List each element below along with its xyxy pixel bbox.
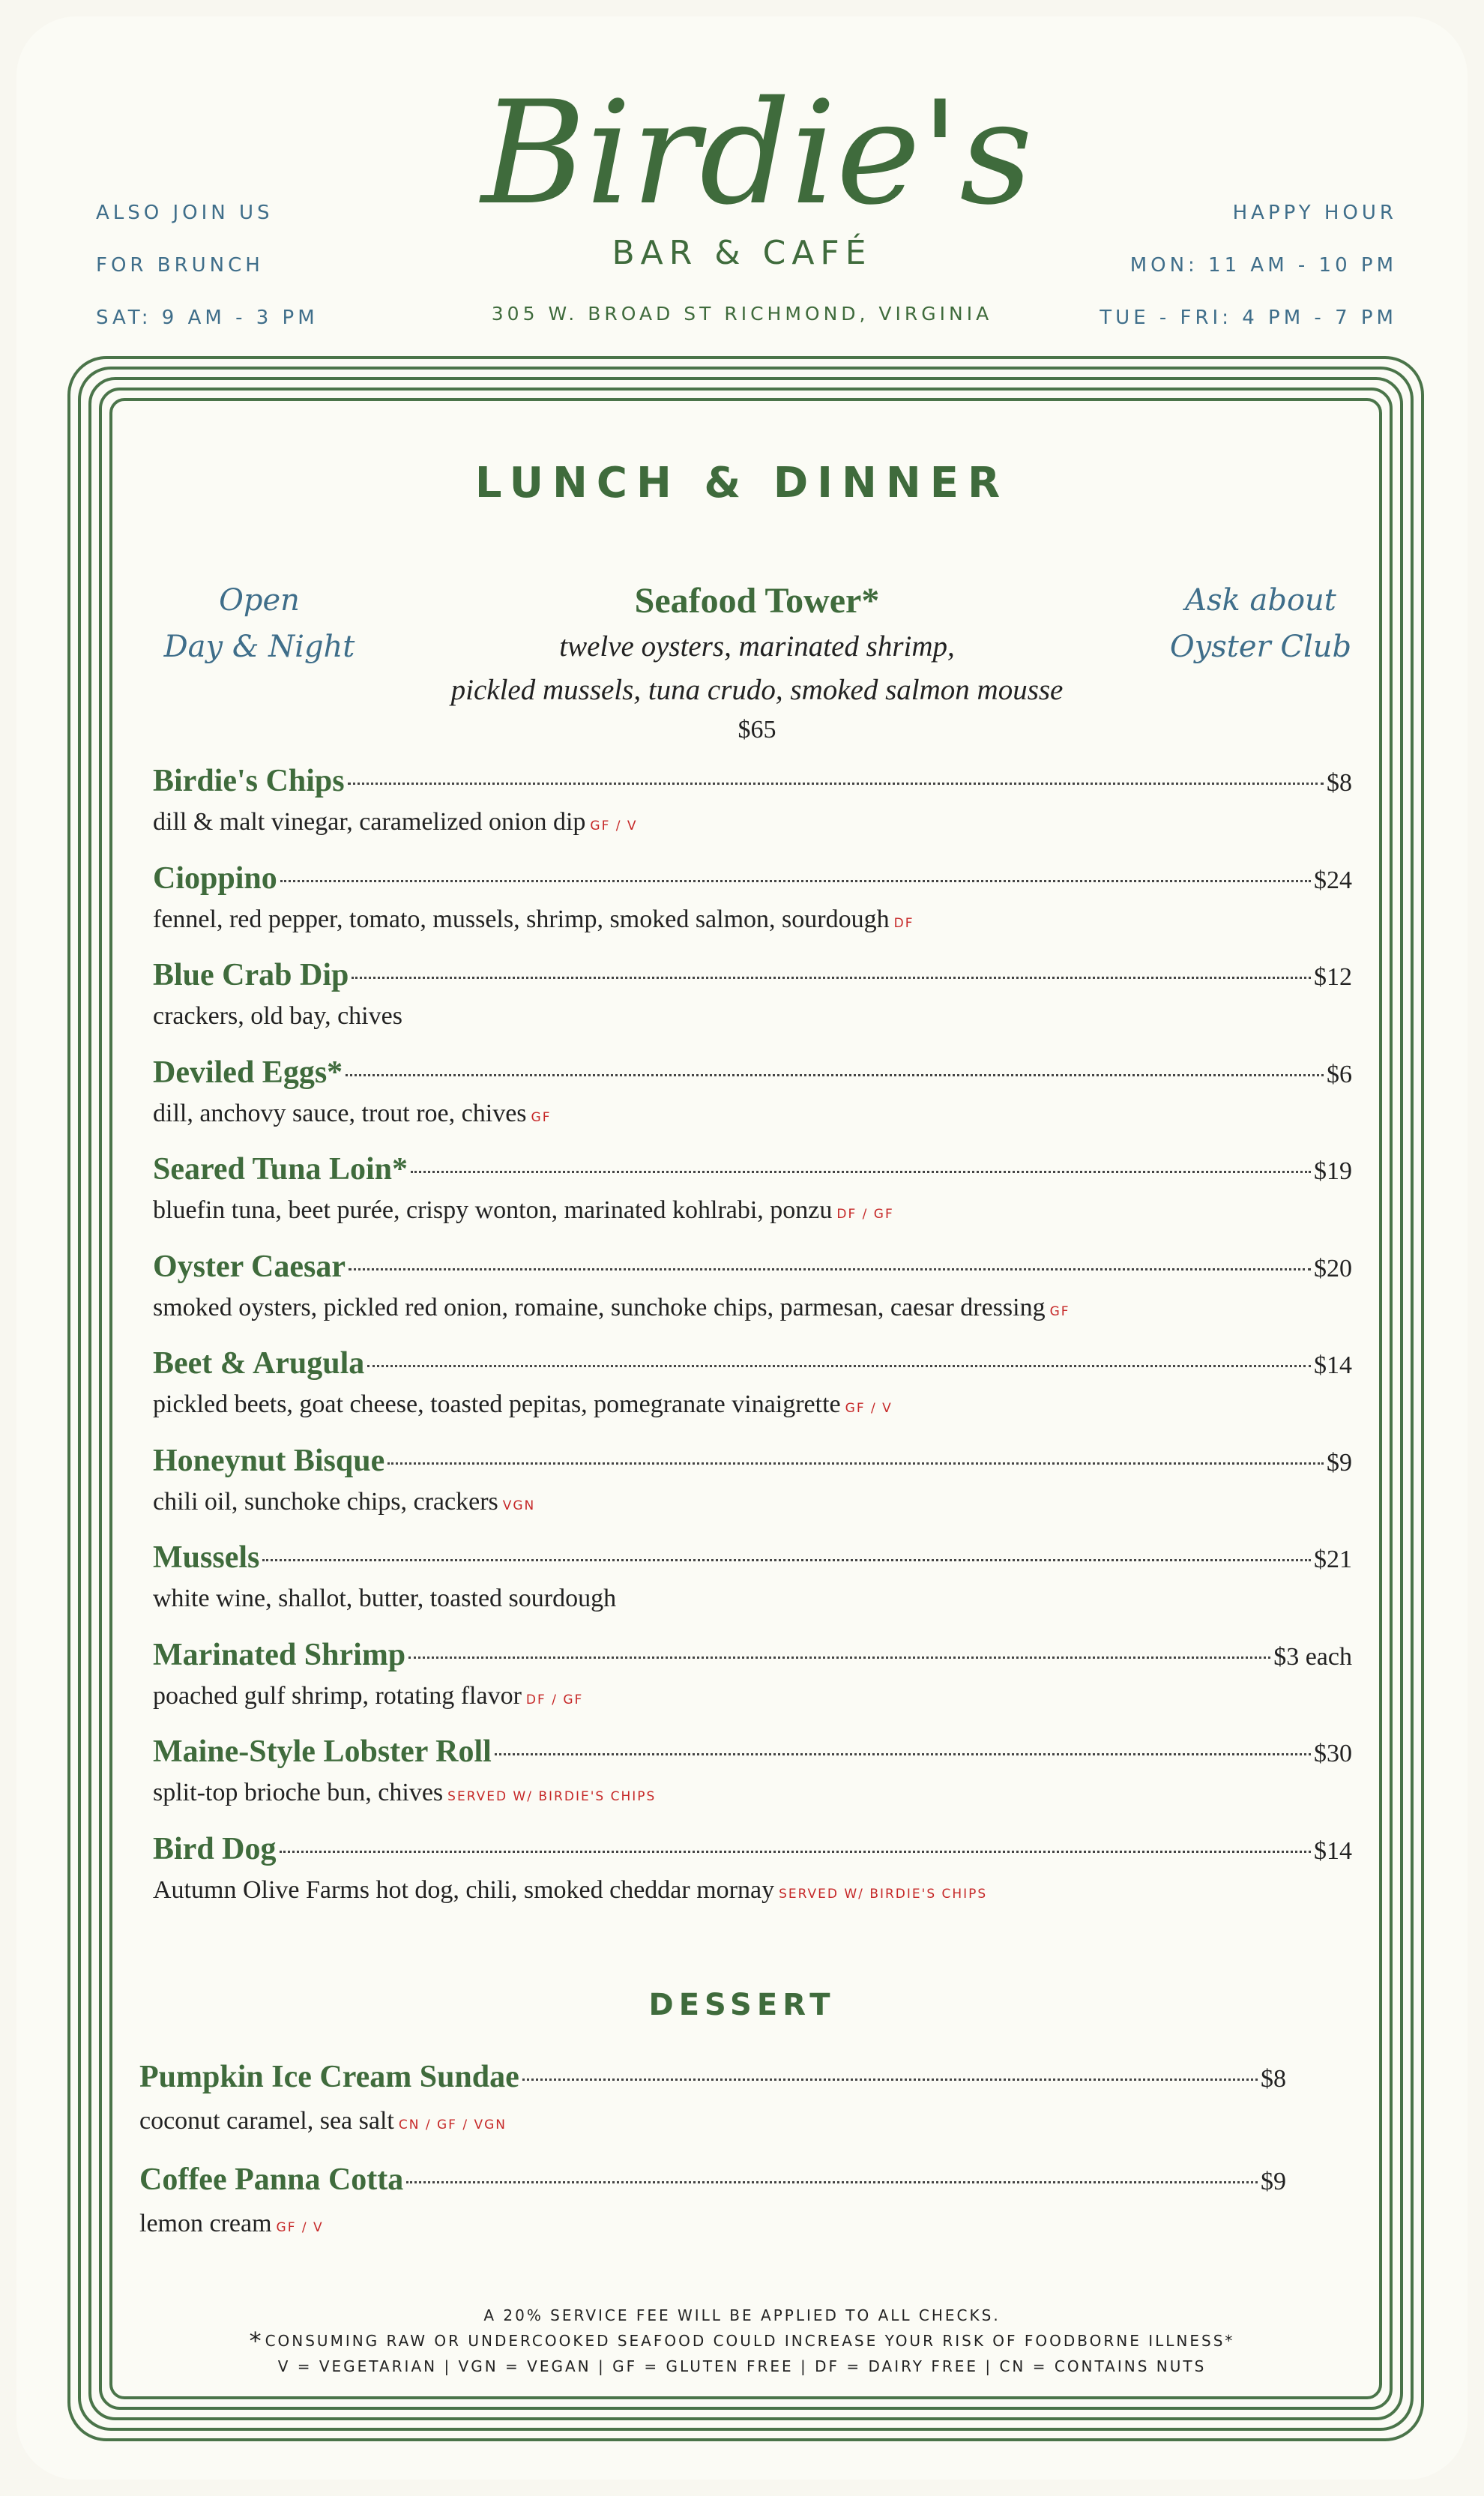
item-name: Deviled Eggs* (153, 1055, 343, 1090)
diet-tag: SERVED W/ BIRDIE'S CHIPS (447, 1789, 657, 1804)
diet-legend: V = VEGETARIAN | VGN = VEGAN | GF = GLUTEN FREE | DF = DAIRY FREE | CN = CONTAINS NUTS (277, 2357, 1207, 2375)
dessert-item (139, 2059, 1286, 2142)
dot-leader (280, 880, 1311, 882)
item-desc: dill & malt vinegar, caramelized onion dip (153, 808, 586, 836)
tower-desc: pickled mussels, tuna crudo, smoked salmon mousse (450, 674, 1064, 706)
asterisk: * (249, 2327, 264, 2355)
item-price: $30 (1314, 1740, 1352, 1767)
menu-item (153, 1734, 1352, 1814)
item-desc: white wine, shallot, butter, toasted sourdough (153, 1585, 617, 1612)
diet-tag: CN / GF / VGN (398, 2117, 507, 2132)
lunch-dinner-title: LUNCH & DINNER (474, 459, 1010, 507)
item-name: Blue Crab Dip (153, 958, 349, 992)
item-name: Honeynut Bisque (153, 1444, 385, 1478)
item-name: Oyster Caesar (153, 1249, 346, 1284)
diet-tag: DF / GF (836, 1207, 894, 1222)
item-desc: Autumn Olive Farms hot dog, chili, smoked cheddar mornay (153, 1876, 775, 1904)
brand-address: 305 W. BROAD ST RICHMOND, VIRGINIA (491, 303, 993, 325)
item-name: Seared Tuna Loin* (153, 1152, 408, 1187)
dot-leader (348, 783, 1324, 785)
dot-leader (349, 1268, 1311, 1270)
item-desc: poached gulf shrimp, rotating flavor (153, 1682, 522, 1710)
dot-leader (406, 2181, 1258, 2183)
brand-subtitle: BAR & CAFÉ (612, 234, 872, 272)
item-price: $9 (1327, 1449, 1352, 1477)
item-desc: smoked oysters, pickled red onion, romaine, sunchoke chips, parmesan, caesar dressing (153, 1294, 1046, 1321)
item-price: $19 (1314, 1157, 1352, 1185)
dot-leader (522, 2079, 1258, 2081)
item-name: Mussels (153, 1540, 260, 1575)
dot-leader (411, 1171, 1311, 1173)
happy-hour-info (1100, 198, 1397, 355)
menu-item (153, 1637, 1352, 1717)
warning-text: CONSUMING RAW OR UNDERCOOKED SEAFOOD COULD INCREASE YOUR RISK OF FOODBORNE ILLNESS* (265, 2332, 1235, 2350)
item-price: $9 (1261, 2168, 1286, 2195)
item-desc: coconut caramel, sea salt (139, 2107, 394, 2135)
item-price: $24 (1314, 866, 1352, 894)
menu-item (153, 1345, 1352, 1426)
raw-seafood-warning (0, 2328, 1484, 2354)
diet-tag: VGN (502, 1498, 536, 1513)
menu-item (153, 1249, 1352, 1329)
item-price: $21 (1314, 1546, 1352, 1573)
open-day-night-note (147, 577, 372, 670)
item-price: $20 (1314, 1255, 1352, 1282)
birdies-logo (435, 60, 1079, 240)
diet-tag: GF / V (845, 1401, 893, 1416)
item-name: Coffee Panna Cotta (139, 2162, 404, 2197)
service-fee-note: A 20% SERVICE FEE WILL BE APPLIED TO ALL CHECKS. (483, 2306, 1001, 2324)
menu-item (153, 1540, 1352, 1620)
item-name: Maine-Style Lobster Roll (153, 1734, 492, 1769)
seafood-tower (360, 577, 1154, 748)
menu-item (153, 1831, 1352, 1911)
dot-leader (280, 1851, 1311, 1853)
brunch-hours: SAT: 9 AM - 3 PM (96, 307, 319, 329)
dot-leader (262, 1559, 1311, 1561)
brunch-line: ALSO JOIN US (96, 202, 274, 224)
item-price: $3 each (1273, 1643, 1352, 1671)
menu-item (153, 1055, 1352, 1135)
dot-leader (387, 1462, 1324, 1465)
item-name: Cioppino (153, 861, 277, 896)
item-price: $6 (1327, 1061, 1352, 1088)
tower-desc: twelve oysters, marinated shrimp, (559, 630, 955, 663)
script-line: Oyster Club (1169, 630, 1352, 664)
item-price: $8 (1327, 769, 1352, 797)
menu-item (153, 1151, 1352, 1232)
dessert-item (139, 2162, 1286, 2245)
item-price: $14 (1314, 1837, 1352, 1865)
dot-leader (408, 1657, 1270, 1659)
dot-leader (495, 1753, 1311, 1755)
script-line: Day & Night (163, 630, 355, 664)
diet-tag: GF / V (276, 2220, 324, 2235)
item-name: Marinated Shrimp (153, 1638, 406, 1672)
item-desc: chili oil, sunchoke chips, crackers (153, 1488, 498, 1516)
menu-item (153, 763, 1352, 843)
dot-leader (346, 1074, 1324, 1076)
item-desc: fennel, red pepper, tomato, mussels, shrimp, smoked salmon, sourdough (153, 905, 890, 933)
item-name: Pumpkin Ice Cream Sundae (139, 2060, 519, 2094)
tower-price: $65 (738, 716, 776, 744)
happy-hour-title: HAPPY HOUR (1232, 202, 1397, 224)
menu-item (153, 860, 1352, 941)
diet-tag: GF / V (590, 819, 638, 833)
item-desc: pickled beets, goat cheese, toasted pepitas, pomegranate vinaigrette (153, 1390, 841, 1418)
item-desc: split-top brioche bun, chives (153, 1779, 444, 1806)
menu-item (153, 957, 1352, 1037)
dessert-title: DESSERT (648, 1988, 836, 2022)
item-price: $12 (1314, 963, 1352, 991)
oyster-club-note (1148, 577, 1373, 670)
diet-tag: DF / GF (525, 1692, 584, 1707)
item-desc: crackers, old bay, chives (153, 1002, 402, 1030)
diet-tag: SERVED W/ BIRDIE'S CHIPS (779, 1887, 988, 1902)
diet-tag: DF (893, 916, 914, 931)
diet-tag: GF (531, 1110, 552, 1125)
happy-hour-line: MON: 11 AM - 10 PM (1129, 254, 1397, 277)
tower-name: Seafood Tower* (634, 581, 880, 621)
item-desc: bluefin tuna, beet purée, crispy wonton, marinated kohlrabi, ponzu (153, 1196, 833, 1224)
dot-leader (367, 1365, 1311, 1367)
item-price: $8 (1261, 2065, 1286, 2093)
happy-hour-line: TUE - FRI: 4 PM - 7 PM (1100, 307, 1397, 329)
item-price: $14 (1314, 1351, 1352, 1379)
diet-tag: GF (1049, 1304, 1070, 1319)
item-desc: dill, anchovy sauce, trout roe, chives (153, 1100, 527, 1127)
menu-footer (0, 2303, 1484, 2379)
brunch-info (96, 198, 319, 355)
item-desc: lemon cream (139, 2210, 272, 2237)
dot-leader (352, 977, 1311, 979)
menu-item (153, 1443, 1352, 1523)
item-name: Birdie's Chips (153, 764, 345, 798)
script-line: Open (219, 583, 300, 618)
item-name: Beet & Arugula (153, 1346, 365, 1381)
script-line: Ask about (1185, 583, 1336, 618)
logo-text: Birdie's (481, 70, 1033, 236)
item-name: Bird Dog (153, 1832, 277, 1866)
brunch-line: FOR BRUNCH (96, 254, 264, 277)
